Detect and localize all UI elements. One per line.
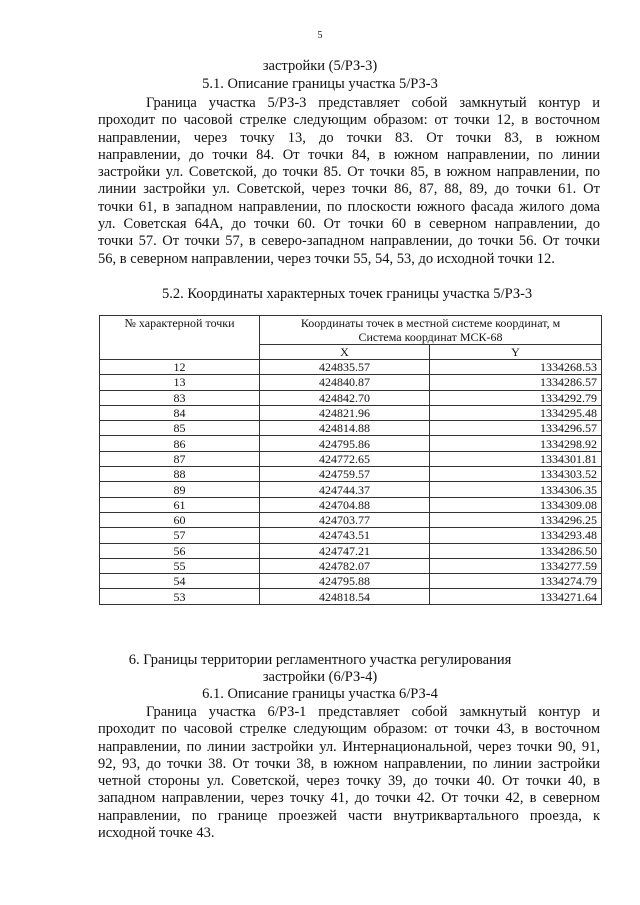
paragraph-line: точки 57. От точки 57, в северо-западном направлении, до точки 56. От точки <box>98 233 600 250</box>
paragraph-line: 92, 93, до точки 38. От точки 38, в южном направлении, по линии застройки <box>98 755 600 772</box>
y-coordinate-cell: 1334286.50 <box>430 543 602 558</box>
table-row <box>100 482 602 497</box>
y-coordinate-cell: 1334296.57 <box>430 421 602 436</box>
paragraph-line: Граница участка 6/РЗ-1 представляет собой замкнутый контур и <box>146 704 600 720</box>
x-coordinate-cell: 424759.57 <box>260 467 430 482</box>
paragraph-line: Граница участка 5/РЗ-3 представляет собой замкнутый контур и <box>146 95 600 111</box>
coordinates-table <box>99 315 602 605</box>
table-row <box>100 405 602 420</box>
y-coordinate-cell: 1334274.79 <box>430 574 602 589</box>
table-row <box>100 375 602 390</box>
y-coordinate-cell: 1334293.48 <box>430 528 602 543</box>
paragraph-line: исходной точке 43. <box>98 825 215 842</box>
point-number-cell: 55 <box>100 558 260 573</box>
coordinates-header-line2: Система координат МСК-68 <box>358 330 503 344</box>
point-number-cell: 83 <box>100 390 260 405</box>
section-6-title-line1: 6. Границы территории регламентного участка регулирования <box>128 652 512 668</box>
section-5-1-paragraph <box>98 95 600 268</box>
x-coordinate-cell: 424782.07 <box>260 558 430 573</box>
point-number-cell: 56 <box>100 543 260 558</box>
table-row <box>100 436 602 451</box>
y-coordinate-cell: 1334268.53 <box>430 360 602 375</box>
paragraph-line: четной стороны ул. Советской, через точку 39, до точки 40. От точки 40, в <box>98 773 600 790</box>
x-coordinate-cell: 424703.77 <box>260 512 430 527</box>
paragraph-line: 56, в северном направлении, через точки 55, 54, 53, до исходной точки 12. <box>98 250 555 267</box>
section-5-1-title: 5.1. Описание границы участка 5/РЗ-3 <box>202 76 438 92</box>
y-coordinate-cell: 1334286.57 <box>430 375 602 390</box>
y-coordinate-cell: 1334295.48 <box>430 405 602 420</box>
table-row <box>100 467 602 482</box>
paragraph-line: направлении, до точки 84. От точки 84, в южном направлении, по линии <box>98 146 600 163</box>
column-header-y: Y <box>430 345 602 360</box>
column-header-x: X <box>260 345 430 360</box>
table-row <box>100 497 602 512</box>
x-coordinate-cell: 424842.70 <box>260 390 430 405</box>
table-row <box>100 558 602 573</box>
point-number-cell: 86 <box>100 436 260 451</box>
point-number-cell: 12 <box>100 360 260 375</box>
x-coordinate-cell: 424744.37 <box>260 482 430 497</box>
x-coordinate-cell: 424747.21 <box>260 543 430 558</box>
table-row <box>100 589 602 604</box>
section-6-1-paragraph <box>98 704 600 842</box>
coordinates-table-body <box>100 360 602 605</box>
section-5-2-title: 5.2. Координаты характерных точек границы участка 5/РЗ-3 <box>162 286 533 302</box>
paragraph-line: точки 61, в западном направлении, по плоскости южного фасада жилого дома <box>98 198 600 215</box>
section-6-1-title: 6.1. Описание границы участка 6/РЗ-4 <box>202 686 438 702</box>
paragraph-line: западном направлении, через точку 41, до точки 42. От точки 42, в северном <box>98 790 600 807</box>
page-number: 5 <box>317 30 323 41</box>
y-coordinate-cell: 1334303.52 <box>430 467 602 482</box>
y-coordinate-cell: 1334296.25 <box>430 512 602 527</box>
x-coordinate-cell: 424743.51 <box>260 528 430 543</box>
table-row <box>100 390 602 405</box>
point-number-cell: 53 <box>100 589 260 604</box>
paragraph-line: проходит по часовой стрелке следующим образом: от точки 12, в восточном <box>98 112 600 129</box>
section-heading-continuation: застройки (5/РЗ-3) <box>262 58 378 74</box>
point-number-cell: 85 <box>100 421 260 436</box>
table-row <box>100 421 602 436</box>
point-number-cell: 60 <box>100 512 260 527</box>
table-row <box>100 528 602 543</box>
paragraph-line: проходит по часовой стрелке следующим образом: от точки 43, в восточном <box>98 721 600 738</box>
point-number-cell: 87 <box>100 451 260 466</box>
table-row <box>100 451 602 466</box>
y-coordinate-cell: 1334292.79 <box>430 390 602 405</box>
x-coordinate-cell: 424704.88 <box>260 497 430 512</box>
x-coordinate-cell: 424818.54 <box>260 589 430 604</box>
coordinates-header-line1: Координаты точек в местной системе координат, м <box>300 316 561 330</box>
column-header-coordinates <box>260 316 602 345</box>
y-coordinate-cell: 1334271.64 <box>430 589 602 604</box>
table-row <box>100 360 602 375</box>
point-number-cell: 88 <box>100 467 260 482</box>
x-coordinate-cell: 424772.65 <box>260 451 430 466</box>
point-number-cell: 57 <box>100 528 260 543</box>
paragraph-line: линии застройки ул. Советской, через точки 86, 87, 88, 89, до точки 61. От <box>98 181 600 198</box>
x-coordinate-cell: 424821.96 <box>260 405 430 420</box>
section-6-title-line2: застройки (6/РЗ-4) <box>262 669 378 685</box>
y-coordinate-cell: 1334309.08 <box>430 497 602 512</box>
y-coordinate-cell: 1334298.92 <box>430 436 602 451</box>
point-number-cell: 13 <box>100 375 260 390</box>
y-coordinate-cell: 1334277.59 <box>430 558 602 573</box>
paragraph-line: застройки ул. Советской, до точки 85. От точки 85, в южном направлении, по <box>98 164 600 181</box>
y-coordinate-cell: 1334301.81 <box>430 451 602 466</box>
x-coordinate-cell: 424795.88 <box>260 574 430 589</box>
point-number-cell: 61 <box>100 497 260 512</box>
x-coordinate-cell: 424840.87 <box>260 375 430 390</box>
point-number-cell: 54 <box>100 574 260 589</box>
table-row <box>100 543 602 558</box>
x-coordinate-cell: 424814.88 <box>260 421 430 436</box>
paragraph-line: направлении, через точку 13, до точки 83. От точки 83, в южном <box>98 129 600 146</box>
x-coordinate-cell: 424835.57 <box>260 360 430 375</box>
x-coordinate-cell: 424795.86 <box>260 436 430 451</box>
point-number-cell: 84 <box>100 405 260 420</box>
table-row <box>100 574 602 589</box>
table-row <box>100 512 602 527</box>
paragraph-line: направлении, по линии застройки ул. Интернациональной, через точки 90, 91, <box>98 738 600 755</box>
column-header-point-number: № характерной точки <box>100 316 260 360</box>
paragraph-line: направлении, по границе проезжей части внутриквартального проезда, к <box>98 807 600 824</box>
y-coordinate-cell: 1334306.35 <box>430 482 602 497</box>
paragraph-line: ул. Советская 64А, до точки 60. От точки 60 в северном направлении, до <box>98 216 600 233</box>
point-number-cell: 89 <box>100 482 260 497</box>
